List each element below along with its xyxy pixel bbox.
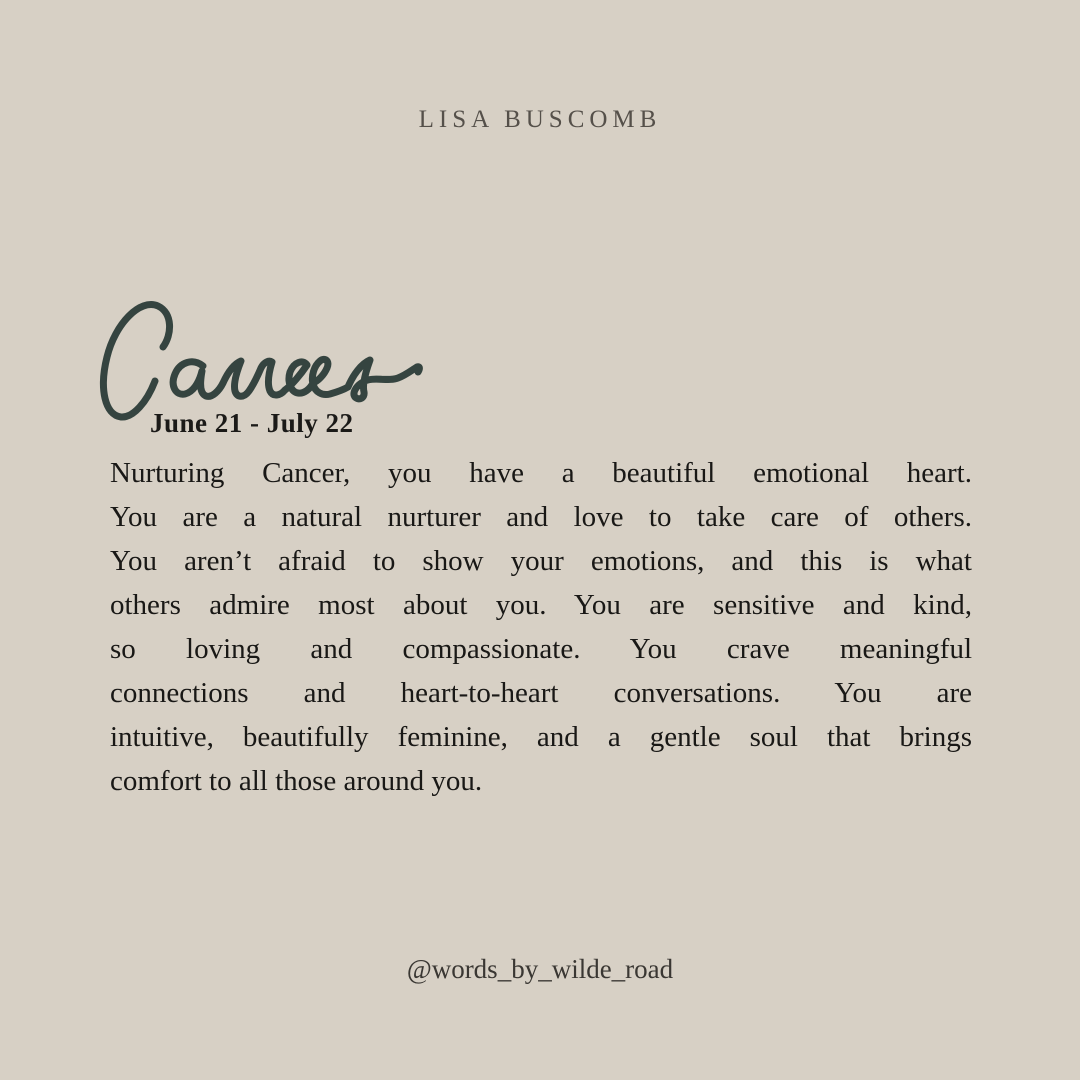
description-line: You aren’t afraid to show your emotions, and this is what: [110, 545, 972, 577]
zodiac-date-range: June 21 - July 22: [150, 408, 354, 438]
description-line: connections and heart-to-heart conversations. You are: [110, 677, 972, 709]
description-line: intuitive, beautifully feminine, and a gentle soul that brings: [110, 721, 972, 753]
instagram-handle: @words_by_wilde_road: [406, 954, 674, 984]
zodiac-script-title: [103, 298, 425, 424]
description-line: Nurturing Cancer, you have a beautiful emotional heart.: [110, 457, 972, 489]
description-line: You are a natural nurturer and love to take care of others.: [110, 501, 972, 533]
description-line: others admire most about you. You are sensitive and kind,: [110, 589, 972, 621]
brand-name: LISA BUSCOMB: [418, 106, 662, 133]
description-line: so loving and compassionate. You crave meaningful: [110, 633, 972, 665]
cancer-script-calligraphy: [103, 298, 425, 424]
description-line: comfort to all those around you.: [110, 765, 483, 797]
zodiac-description: [110, 451, 972, 803]
script-letter-C: [103, 305, 169, 418]
script-letters-ancer: [173, 359, 419, 398]
